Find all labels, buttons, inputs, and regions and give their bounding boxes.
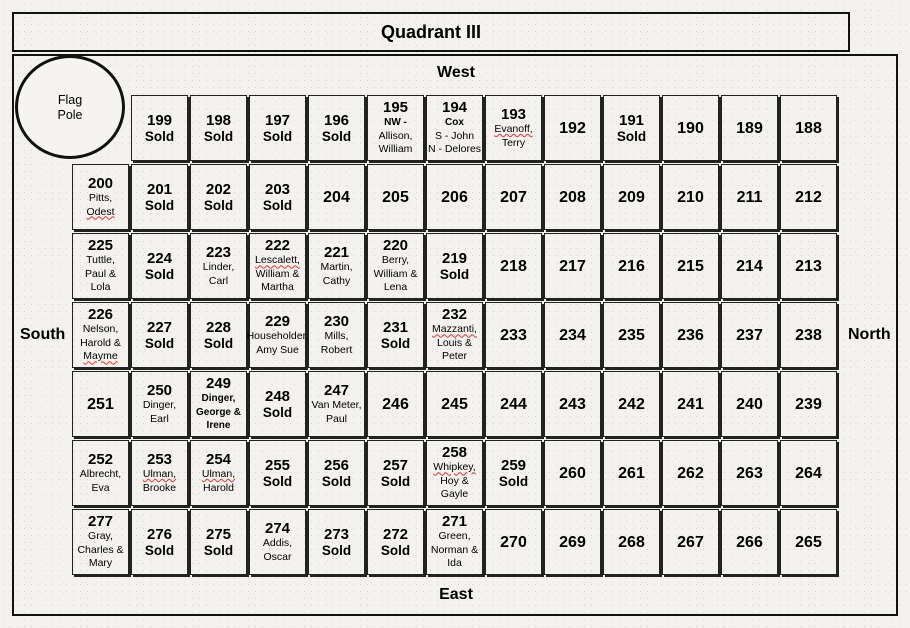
plot-239[interactable] xyxy=(780,371,837,437)
flag-pole-label-line: Flag xyxy=(57,93,83,107)
plot-number: 217 xyxy=(559,257,586,275)
page-title: Quadrant III xyxy=(380,21,481,42)
plot-owner-line: Paul & xyxy=(85,267,116,280)
plot-owner-line: Green, xyxy=(438,530,471,543)
plot-232[interactable] xyxy=(426,302,483,368)
plot-number: 230 xyxy=(323,313,350,330)
plot-status: Sold xyxy=(262,473,293,489)
plot-204[interactable] xyxy=(308,164,365,230)
plot-253[interactable] xyxy=(131,440,188,506)
plot-status: Sold xyxy=(262,404,293,420)
plot-number: 253 xyxy=(146,451,173,468)
plot-number: 227 xyxy=(146,318,173,336)
plot-number: 195 xyxy=(382,99,409,117)
direction-east-label: East xyxy=(439,586,473,603)
plot-status: Sold xyxy=(321,128,352,144)
plot-269[interactable] xyxy=(544,509,601,575)
plot-number: 218 xyxy=(500,257,527,275)
plot-number: 189 xyxy=(736,119,763,137)
plot-number: 276 xyxy=(146,525,173,543)
plot-owner-line: Tuttle, xyxy=(86,254,115,267)
plot-status: Sold xyxy=(380,542,411,558)
plot-number: 251 xyxy=(87,395,114,413)
plot-254[interactable] xyxy=(190,440,247,506)
plot-number: 194 xyxy=(441,99,468,117)
plot-owner-line: Oscar xyxy=(263,550,292,563)
plot-owner-line: Linder, xyxy=(202,261,235,273)
plot-249[interactable] xyxy=(190,371,247,437)
plot-218[interactable] xyxy=(485,233,542,299)
plot-237[interactable] xyxy=(721,302,778,368)
plot-status: Sold xyxy=(262,197,293,213)
plot-status: Sold xyxy=(321,473,352,489)
plot-number: 250 xyxy=(146,382,173,399)
plot-190[interactable] xyxy=(662,95,719,161)
plot-number: 245 xyxy=(441,395,468,413)
plot-status: Sold xyxy=(144,542,175,558)
plot-status: Sold xyxy=(380,473,411,489)
plot-number: 261 xyxy=(618,464,645,482)
plot-owner-line: Ulman, xyxy=(201,468,236,480)
plot-192[interactable] xyxy=(544,95,601,161)
plot-owner-line: Nelson, xyxy=(82,323,119,336)
plot-224[interactable] xyxy=(131,233,188,299)
plot-number: 257 xyxy=(382,456,409,474)
plot-number: 224 xyxy=(146,249,173,267)
plot-248[interactable] xyxy=(249,371,306,437)
plot-number: 198 xyxy=(205,111,232,129)
plot-owner-line: Louis & xyxy=(436,336,473,349)
plot-231[interactable] xyxy=(367,302,424,368)
plot-status: Sold xyxy=(262,128,293,144)
plot-status: Sold xyxy=(203,128,234,144)
plot-235[interactable] xyxy=(603,302,660,368)
plot-owner-line: Pitts, xyxy=(88,192,113,204)
plot-265[interactable] xyxy=(780,509,837,575)
plot-223[interactable] xyxy=(190,233,247,299)
plot-244[interactable] xyxy=(485,371,542,437)
plot-number: 233 xyxy=(500,326,527,344)
plot-200[interactable] xyxy=(72,164,129,230)
plot-number: 201 xyxy=(146,180,173,198)
plot-number: 206 xyxy=(441,188,468,206)
plot-owner-line: Lola xyxy=(90,281,111,294)
plot-owner-line: Albrecht, xyxy=(79,468,122,480)
plot-210[interactable] xyxy=(662,164,719,230)
plot-number: 270 xyxy=(500,533,527,551)
plot-owner-line: Norman & xyxy=(430,543,479,556)
plot-number: 249 xyxy=(205,375,232,393)
plot-189[interactable] xyxy=(721,95,778,161)
direction-west-label: West xyxy=(437,64,475,81)
plot-number: 208 xyxy=(559,188,586,206)
plot-219[interactable] xyxy=(426,233,483,299)
plot-233[interactable] xyxy=(485,302,542,368)
plot-196[interactable] xyxy=(308,95,365,161)
plot-number: 240 xyxy=(736,395,763,413)
plot-number: 215 xyxy=(677,257,704,275)
plot-number: 188 xyxy=(795,119,822,137)
title-box xyxy=(12,12,850,52)
flag-pole xyxy=(15,55,125,159)
plot-188[interactable] xyxy=(780,95,837,161)
plot-status: Sold xyxy=(144,266,175,282)
plot-owner-line: William & xyxy=(255,267,300,280)
plot-status: Sold xyxy=(616,128,647,144)
plot-status: Sold xyxy=(144,335,175,351)
plot-198[interactable] xyxy=(190,95,247,161)
plot-227[interactable] xyxy=(131,302,188,368)
plot-status: Sold xyxy=(203,542,234,558)
plot-number: 267 xyxy=(677,533,704,551)
plot-owner-line: Evanoff, xyxy=(494,123,533,135)
plot-number: 222 xyxy=(264,237,291,255)
plot-owner-line: Paul xyxy=(325,412,347,425)
plot-256[interactable] xyxy=(308,440,365,506)
plot-owner-line: Householder, xyxy=(246,330,309,342)
plot-number: 274 xyxy=(264,520,291,537)
plot-228[interactable] xyxy=(190,302,247,368)
plot-owner-line: Charles & xyxy=(77,543,124,556)
plot-owner-line: Hoy & xyxy=(440,474,469,487)
plot-number: 269 xyxy=(559,533,586,551)
plot-number: 236 xyxy=(677,326,704,344)
plot-number: 259 xyxy=(500,456,527,474)
plot-217[interactable] xyxy=(544,233,601,299)
plot-number: 226 xyxy=(87,306,114,324)
plot-201[interactable] xyxy=(131,164,188,230)
plot-208[interactable] xyxy=(544,164,601,230)
plot-252[interactable] xyxy=(72,440,129,506)
plot-238[interactable] xyxy=(780,302,837,368)
plot-owner-line: Allison, xyxy=(378,129,413,142)
plot-number: 273 xyxy=(323,525,350,543)
plot-owner-line: Carl xyxy=(208,274,229,287)
plot-owner-line: NW - xyxy=(384,117,407,129)
plot-222[interactable] xyxy=(249,233,306,299)
plot-number: 211 xyxy=(736,188,763,206)
plot-270[interactable] xyxy=(485,509,542,575)
plot-number: 256 xyxy=(323,456,350,474)
plot-240[interactable] xyxy=(721,371,778,437)
plot-number: 190 xyxy=(677,119,704,137)
plot-status: Sold xyxy=(203,197,234,213)
plot-owner-line: Harold & xyxy=(80,336,121,349)
plot-202[interactable] xyxy=(190,164,247,230)
plot-owner-line: Ida xyxy=(447,557,462,570)
plot-257[interactable] xyxy=(367,440,424,506)
plot-250[interactable] xyxy=(131,371,188,437)
plot-owner-line: Berry, xyxy=(381,254,410,267)
plot-number: 235 xyxy=(618,326,645,344)
plot-owner-line: Mazzanti, xyxy=(432,323,477,336)
plot-273[interactable] xyxy=(308,509,365,575)
plot-number: 213 xyxy=(795,257,822,275)
plot-number: 248 xyxy=(264,387,291,405)
plot-211[interactable] xyxy=(721,164,778,230)
plot-number: 210 xyxy=(677,188,704,206)
plot-number: 241 xyxy=(677,395,704,413)
plot-199[interactable] xyxy=(131,95,188,161)
plot-status: Sold xyxy=(439,266,470,282)
plot-owner-line: Martha xyxy=(261,281,294,294)
plot-number: 263 xyxy=(736,464,763,482)
plot-272[interactable] xyxy=(367,509,424,575)
plot-193[interactable] xyxy=(485,95,542,161)
plot-number: 219 xyxy=(441,249,468,267)
plot-206[interactable] xyxy=(426,164,483,230)
plot-number: 212 xyxy=(795,188,822,206)
plot-number: 275 xyxy=(205,525,232,543)
plot-owner-line: Odest xyxy=(86,205,115,218)
plot-number: 268 xyxy=(618,533,645,551)
plot-number: 244 xyxy=(500,395,527,413)
plot-number: 209 xyxy=(618,188,645,206)
plot-247[interactable] xyxy=(308,371,365,437)
plot-number: 202 xyxy=(205,180,232,198)
plot-owner-line: Harold xyxy=(203,481,234,494)
plot-209[interactable] xyxy=(603,164,660,230)
plot-status: Sold xyxy=(144,128,175,144)
plot-number: 193 xyxy=(500,106,527,123)
plot-261[interactable] xyxy=(603,440,660,506)
plot-241[interactable] xyxy=(662,371,719,437)
direction-north-label: North xyxy=(848,326,891,343)
plot-216[interactable] xyxy=(603,233,660,299)
plot-number: 234 xyxy=(559,326,586,344)
plot-owner-line: William & xyxy=(373,267,418,280)
plot-number: 192 xyxy=(559,119,586,137)
plot-230[interactable] xyxy=(308,302,365,368)
plot-number: 237 xyxy=(736,326,763,344)
plot-260[interactable] xyxy=(544,440,601,506)
plot-owner-line: Van Meter, xyxy=(311,399,362,411)
plot-242[interactable] xyxy=(603,371,660,437)
plot-number: 242 xyxy=(618,395,645,413)
plot-258[interactable] xyxy=(426,440,483,506)
plot-number: 265 xyxy=(795,533,822,551)
plot-status: Sold xyxy=(498,473,529,489)
plot-215[interactable] xyxy=(662,233,719,299)
plot-number: 231 xyxy=(382,318,409,336)
plot-268[interactable] xyxy=(603,509,660,575)
plot-213[interactable] xyxy=(780,233,837,299)
plot-owner-line: Dinger, xyxy=(201,393,236,405)
plot-195[interactable] xyxy=(367,95,424,161)
plot-owner-line: Irene xyxy=(206,420,231,432)
direction-south-label: South xyxy=(20,326,66,343)
plot-number: 199 xyxy=(146,111,173,129)
plot-194[interactable] xyxy=(426,95,483,161)
plot-owner-line: Lena xyxy=(383,281,408,294)
plot-owner-line: Addis, xyxy=(262,537,293,549)
plot-number: 197 xyxy=(264,111,291,129)
plot-owner-line: Amy Sue xyxy=(256,343,299,356)
plot-number: 214 xyxy=(736,257,763,275)
plot-234[interactable] xyxy=(544,302,601,368)
plot-205[interactable] xyxy=(367,164,424,230)
plot-owner-line: Ulman, xyxy=(142,468,177,480)
plot-owner-line: Martin, xyxy=(320,261,353,273)
plot-245[interactable] xyxy=(426,371,483,437)
plot-number: 238 xyxy=(795,326,822,344)
plot-number: 216 xyxy=(618,257,645,275)
plot-243[interactable] xyxy=(544,371,601,437)
plot-number: 258 xyxy=(441,444,468,462)
plot-number: 229 xyxy=(264,313,291,330)
plot-number: 205 xyxy=(382,188,409,206)
plot-263[interactable] xyxy=(721,440,778,506)
plot-owner-line: Earl xyxy=(150,412,169,425)
plot-owner-line: Peter xyxy=(441,350,468,363)
plot-number: 272 xyxy=(382,525,409,543)
plot-212[interactable] xyxy=(780,164,837,230)
plot-267[interactable] xyxy=(662,509,719,575)
plot-number: 228 xyxy=(205,318,232,336)
plot-number: 266 xyxy=(736,533,763,551)
plot-277[interactable] xyxy=(72,509,129,575)
plot-status: Sold xyxy=(380,335,411,351)
plot-owner-line: Mary xyxy=(88,557,113,570)
plot-owner-line: William xyxy=(378,143,413,156)
plot-229[interactable] xyxy=(246,302,309,368)
plot-owner-line: Lescalett, xyxy=(255,254,300,267)
plot-264[interactable] xyxy=(780,440,837,506)
plot-owner-line: N - Delores xyxy=(427,143,482,156)
plot-number: 246 xyxy=(382,395,409,413)
plot-203[interactable] xyxy=(249,164,306,230)
plot-owner-line: Terry xyxy=(501,136,526,149)
plot-owner-line: Robert xyxy=(320,343,353,356)
plot-status: Sold xyxy=(203,335,234,351)
plot-owner-line: S - John xyxy=(434,129,475,142)
plot-271[interactable] xyxy=(426,509,483,575)
plot-197[interactable] xyxy=(249,95,306,161)
plot-number: 223 xyxy=(205,244,232,261)
plot-owner-line: Whipkey, xyxy=(433,461,476,474)
plot-207[interactable] xyxy=(485,164,542,230)
plot-number: 200 xyxy=(87,175,114,192)
plot-226[interactable] xyxy=(72,302,129,368)
plot-number: 220 xyxy=(382,237,409,255)
plot-number: 225 xyxy=(87,237,114,255)
plot-number: 204 xyxy=(323,188,350,206)
plot-owner-line: Mills, xyxy=(324,330,349,342)
plot-owner-line: Mayme xyxy=(83,350,118,363)
plot-owner-line: Dinger, xyxy=(142,399,177,411)
plot-number: 247 xyxy=(323,382,350,399)
plot-owner-line: Eva xyxy=(91,481,110,494)
plot-225[interactable] xyxy=(72,233,129,299)
plot-owner-line: Brooke xyxy=(142,481,177,494)
plot-number: 255 xyxy=(264,456,291,474)
plot-214[interactable] xyxy=(721,233,778,299)
plot-275[interactable] xyxy=(190,509,247,575)
plot-number: 262 xyxy=(677,464,704,482)
plot-number: 264 xyxy=(795,464,822,482)
plot-220[interactable] xyxy=(367,233,424,299)
plot-259[interactable] xyxy=(485,440,542,506)
plot-191[interactable] xyxy=(603,95,660,161)
plot-owner-line: Cathy xyxy=(322,274,351,287)
plot-number: 252 xyxy=(87,451,114,468)
plot-251[interactable] xyxy=(72,371,129,437)
plot-number: 232 xyxy=(441,306,468,324)
plot-number: 243 xyxy=(559,395,586,413)
plot-number: 191 xyxy=(618,111,645,129)
flag-pole-label-line: Pole xyxy=(57,108,83,122)
plot-owner-line: George & xyxy=(195,406,241,418)
plot-status: Sold xyxy=(144,197,175,213)
plot-number: 207 xyxy=(500,188,527,206)
plot-262[interactable] xyxy=(662,440,719,506)
plot-owner-line: Cox xyxy=(445,117,464,129)
plot-number: 271 xyxy=(441,513,468,531)
plot-owner-line: Gray, xyxy=(88,530,113,543)
plot-number: 254 xyxy=(205,451,232,468)
plot-owner-line: Gayle xyxy=(440,488,469,501)
plot-number: 239 xyxy=(795,395,822,413)
plot-number: 277 xyxy=(87,513,114,531)
plot-number: 260 xyxy=(559,464,586,482)
plot-246[interactable] xyxy=(367,371,424,437)
plot-255[interactable] xyxy=(249,440,306,506)
plot-274[interactable] xyxy=(249,509,306,575)
plot-266[interactable] xyxy=(721,509,778,575)
plot-status: Sold xyxy=(321,542,352,558)
plot-236[interactable] xyxy=(662,302,719,368)
plot-276[interactable] xyxy=(131,509,188,575)
plot-221[interactable] xyxy=(308,233,365,299)
plot-number: 196 xyxy=(323,111,350,129)
plot-number: 221 xyxy=(323,244,350,261)
plot-number: 203 xyxy=(264,180,291,198)
